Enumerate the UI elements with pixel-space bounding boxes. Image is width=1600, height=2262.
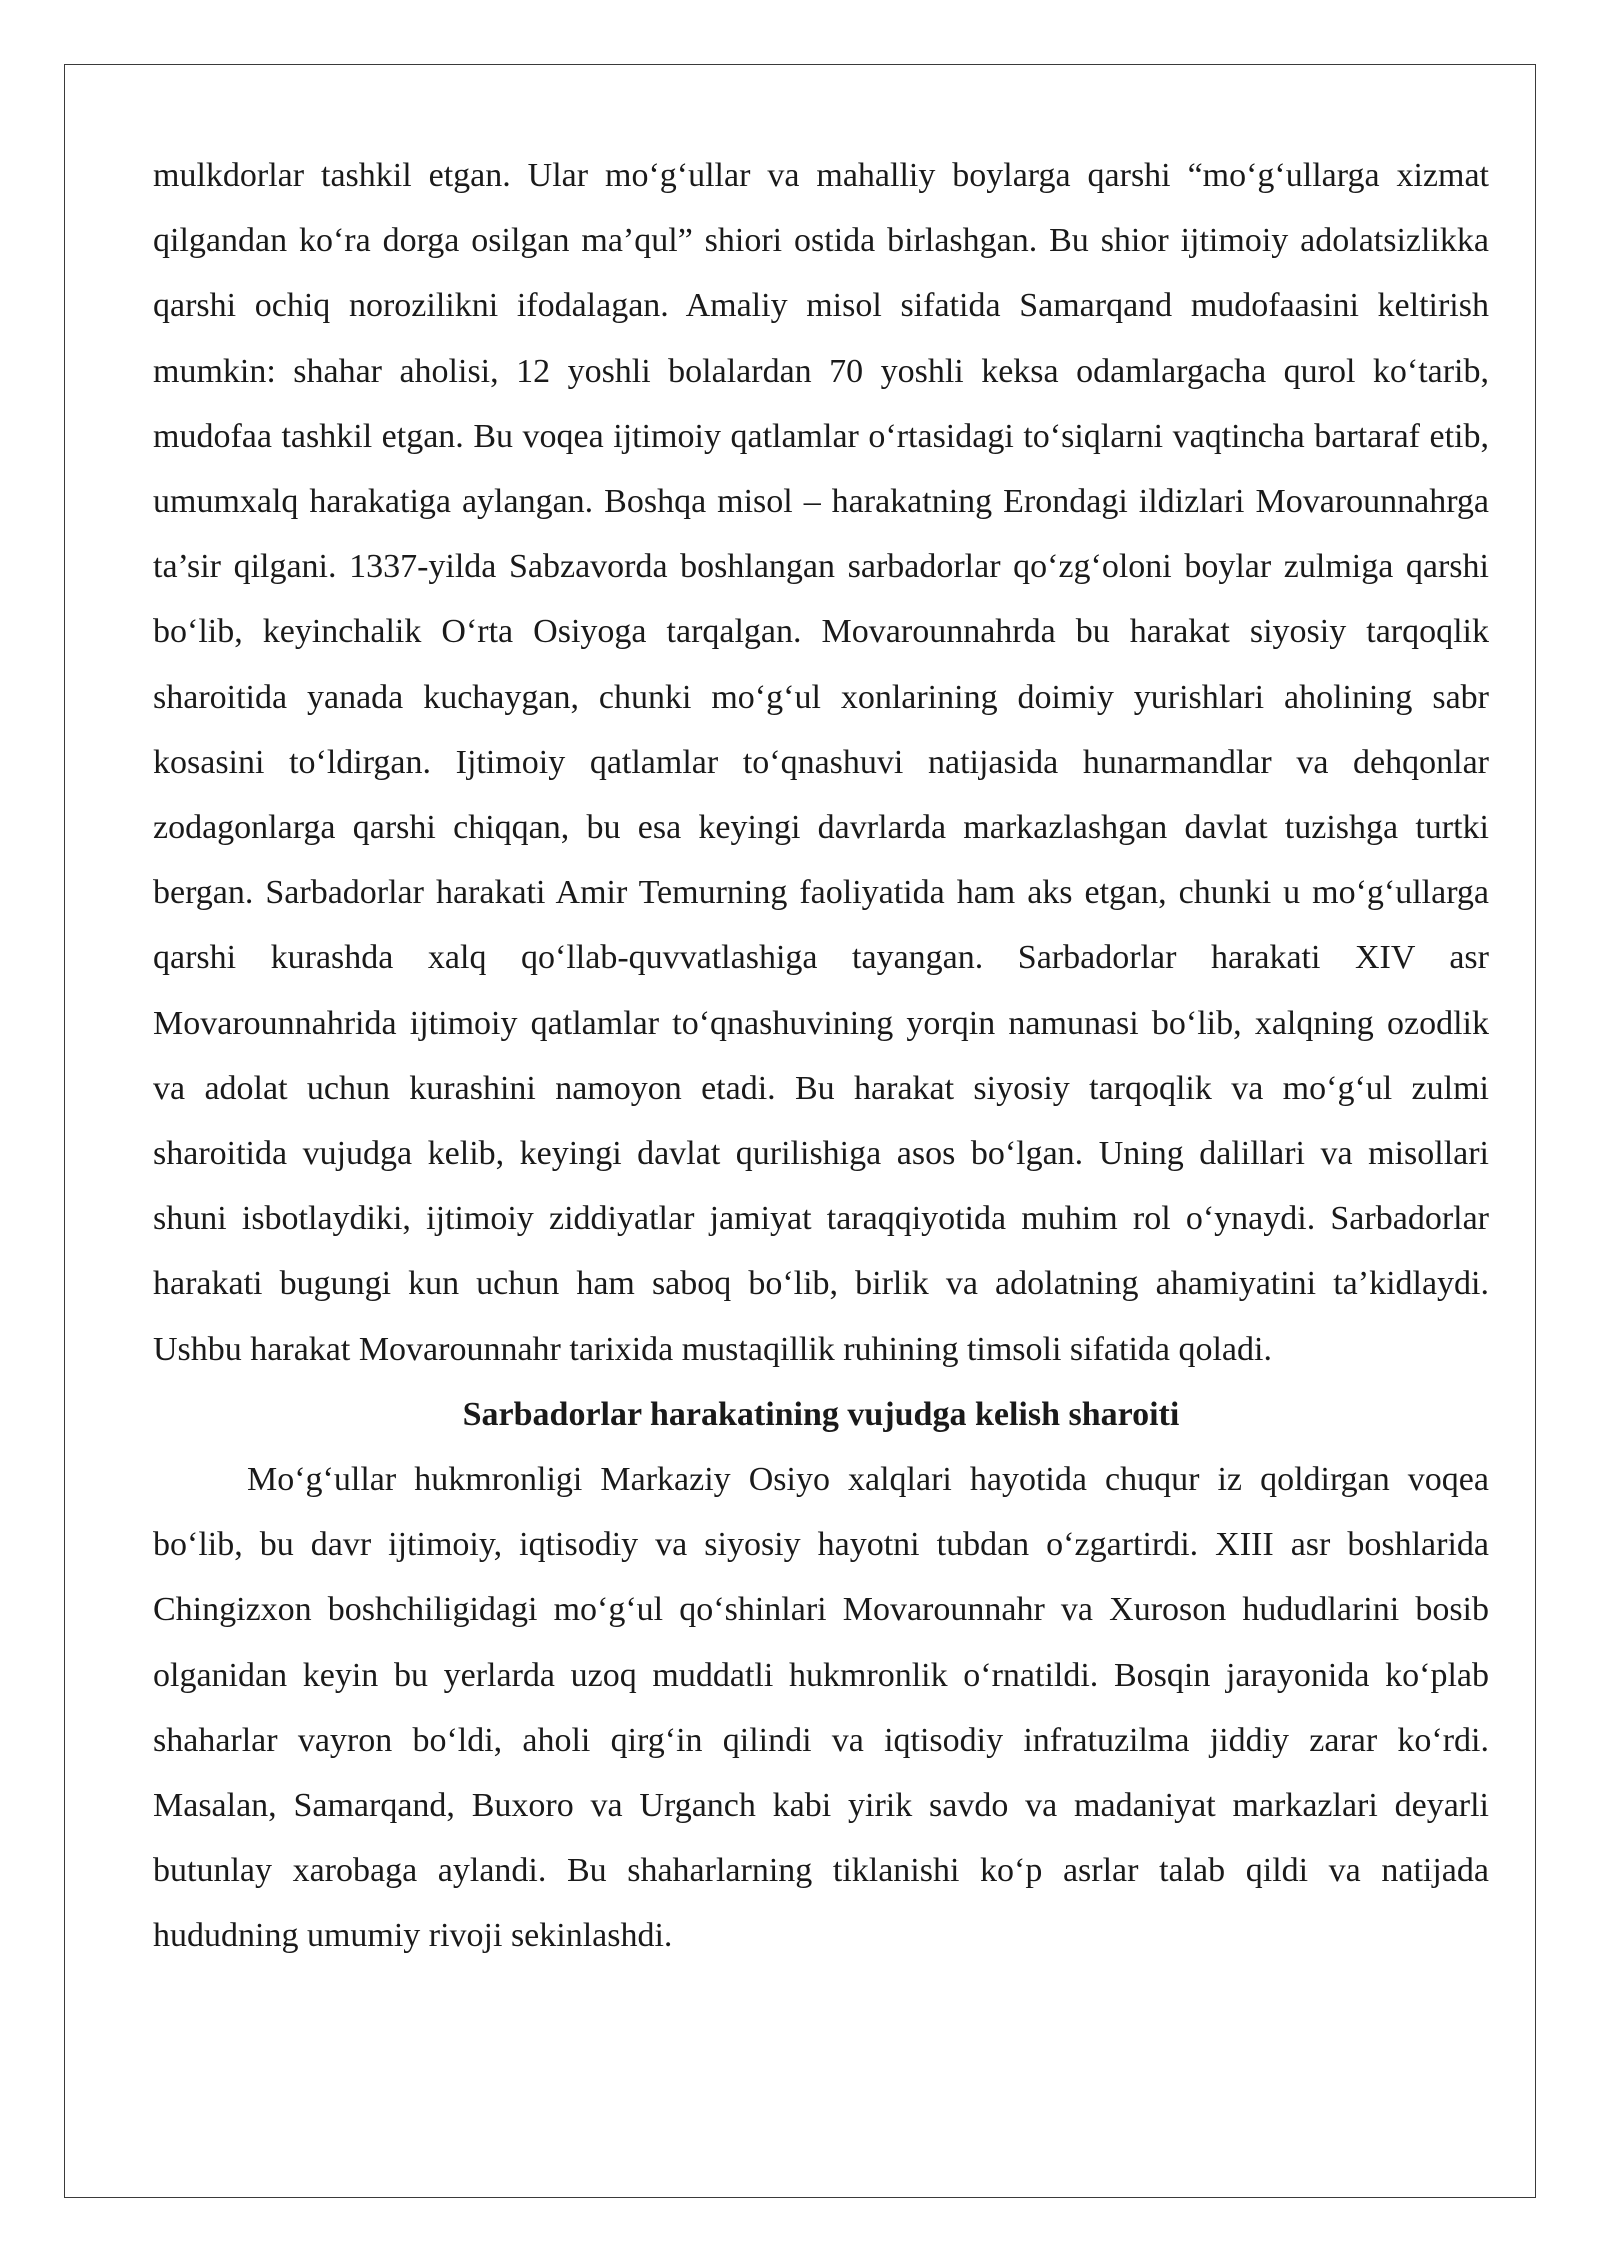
document-body: [153, 143, 1489, 1969]
body-paragraph: mulkdorlar tashkil etgan. Ular mo‘g‘ullar va mahalliy boylarga qarshi “mo‘g‘ullarga xizmat qilgandan ko‘ra dorga osilgan ma’qul” shiori ostida birlashgan. Bu shior ijtimoiy adolatsizlikka qarshi ochiq norozilikni ifodalagan. Amaliy misol sifatida Samarqand mudofaasini keltirish mumkin: shahar aholisi, 12 yoshli bolalardan 70 yoshli keksa odamlargacha qurol ko‘tarib, mudofaa tashkil etgan. Bu voqea ijtimoiy qatlamlar o‘rtasidagi to‘siqlarni vaqtincha bartaraf etib, umumxalq harakatiga aylangan. Boshqa misol – harakatning Erondagi ildizlari Movarounnahrga ta’sir qilgani. 1337-yilda Sabzavorda boshlangan sarbadorlar qo‘zg‘oloni boylar zulmiga qarshi bo‘lib, keyinchalik O‘rta Osiyoga tarqalgan. Movarounnahrda bu harakat siyosiy tarqoqlik sharoitida yanada kuchaygan, chunki mo‘g‘ul xonlarining doimiy yurishlari aholining sabr kosasini to‘ldirgan. Ijtimoiy qatlamlar to‘qnashuvi natijasida hunarmandlar va dehqonlar zodagonlarga qarshi chiqqan, bu esa keyingi davrlarda markazlashgan davlat tuzishga turtki bergan. Sarbadorlar harakati Amir Temurning faoliyatida ham aks etgan, chunki u mo‘g‘ullarga qarshi kurashda xalq qo‘llab-quvvatlashiga tayangan. Sarbadorlar harakati XIV asr Movarounnahrida ijtimoiy qatlamlar to‘qnashuvining yorqin namunasi bo‘lib, xalqning ozodlik va adolat uchun kurashini namoyon etadi. Bu harakat siyosiy tarqoqlik va mo‘g‘ul zulmi sharoitida vujudga kelib, keyingi davlat qurilishiga asos bo‘lgan. Uning dalillari va misollari shuni isbotlaydiki, ijtimoiy ziddiyatlar jamiyat taraqqiyotida muhim rol o‘ynaydi. Sarbadorlar harakati bugungi kun uchun ham saboq bo‘lib, birlik va adolatning ahamiyatini ta’kidlaydi. Ushbu harakat Movarounnahr tarixida mustaqillik ruhining timsoli sifatida qoladi.: [153, 157, 1489, 1368]
body-paragraph: Mo‘g‘ullar hukmronligi Markaziy Osiyo xalqlari hayotida chuqur iz qoldirgan voqea bo‘lib, bu davr ijtimoiy, iqtisodiy va siyosiy hayotni tubdan o‘zgartirdi. XIII asr boshlarida Chingizxon boshchiligidagi mo‘g‘ul qo‘shinlari Movarounnahr va Xuroson hududlarini bosib olganidan keyin bu yerlarda uzoq muddatli hukmronlik o‘rnatildi. Bosqin jarayonida ko‘plab shaharlar vayron bo‘ldi, aholi qirg‘in qilindi va iqtisodiy infratuzilma jiddiy zarar ko‘rdi. Masalan, Samarqand, Buxoro va Urganch kabi yirik savdo va madaniyat markazlari deyarli butunlay xarobaga aylandi. Bu shaharlarning tiklanishi ko‘p asrlar talab qildi va natijada hududning umumiy rivoji sekinlashdi.: [153, 1461, 1489, 1955]
section-heading: Sarbadorlar harakatining vujudga kelish sharoiti: [462, 1395, 1180, 1433]
